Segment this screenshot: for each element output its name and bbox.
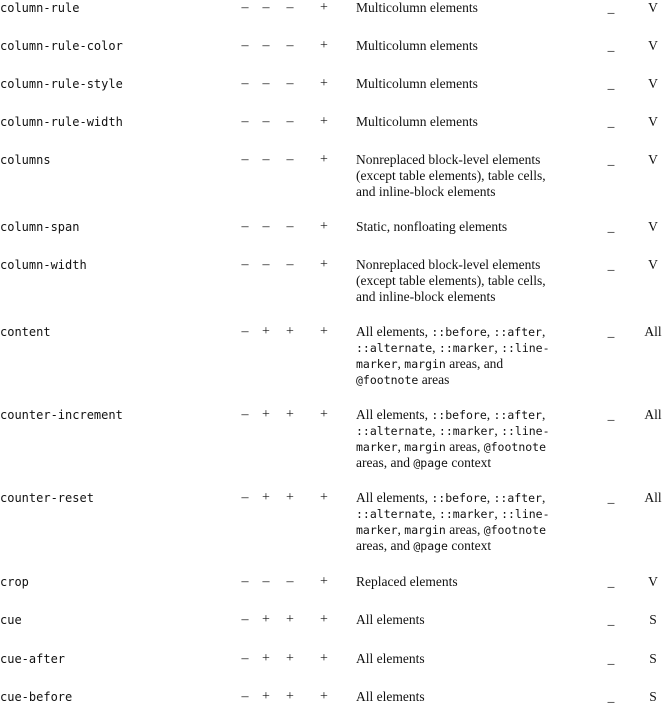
flag-cell: –: [286, 114, 294, 129]
code-fragment: ::line-: [501, 507, 550, 521]
flag-cell: –: [286, 257, 294, 272]
applies-to-cell: [356, 651, 596, 667]
code-fragment: margin: [404, 357, 446, 371]
text-fragment: ,: [541, 407, 546, 422]
flag-cell: +: [262, 612, 270, 627]
text-fragment: ,: [541, 490, 546, 505]
media-group-cell: S: [649, 651, 657, 666]
flag-cell: –: [286, 574, 294, 589]
initial-cell: _: [607, 0, 615, 15]
initial-cell: _: [607, 219, 615, 234]
media-group-cell: S: [649, 689, 657, 704]
text-fragment: All elements,: [356, 324, 432, 339]
text-fragment: Replaced elements: [356, 574, 458, 589]
code-fragment: margin: [404, 523, 446, 537]
text-fragment: areas,: [445, 439, 484, 454]
code-fragment: @footnote: [483, 440, 547, 454]
flag-cell: +: [320, 612, 328, 627]
applies-to-cell: [356, 689, 596, 705]
property-name: content: [0, 325, 51, 339]
media-group-cell: V: [648, 38, 658, 53]
code-fragment: ::after: [493, 325, 542, 339]
flag-cell: –: [286, 38, 294, 53]
flag-cell: +: [320, 76, 328, 91]
text-fragment: Nonreplaced block-level elements: [356, 152, 541, 167]
flag-cell: +: [320, 651, 328, 666]
property-name: cue: [0, 613, 22, 627]
flag-cell: +: [320, 38, 328, 53]
flag-cell: +: [262, 651, 270, 666]
text-fragment: ,: [541, 324, 546, 339]
media-group-cell: All: [644, 490, 662, 505]
property-name: column-width: [0, 258, 87, 272]
property-name: column-span: [0, 220, 80, 234]
flag-cell: –: [262, 219, 270, 234]
text-fragment: ,: [486, 407, 494, 422]
text-fragment: Multicolumn elements: [356, 114, 478, 129]
media-group-cell: V: [648, 0, 658, 15]
text-fragment: areas: [418, 372, 450, 387]
flag-cell: –: [241, 257, 249, 272]
flag-cell: –: [241, 324, 249, 339]
initial-cell: _: [607, 574, 615, 589]
property-name: column-rule: [0, 1, 80, 15]
flag-cell: –: [286, 219, 294, 234]
code-fragment: ::before: [431, 325, 487, 339]
code-fragment: ::before: [431, 408, 487, 422]
property-name: counter-reset: [0, 491, 94, 505]
flag-cell: +: [320, 490, 328, 505]
code-fragment: ::line-: [501, 341, 550, 355]
flag-cell: +: [320, 257, 328, 272]
flag-cell: +: [286, 651, 294, 666]
text-fragment: Static, nonfloating elements: [356, 219, 508, 234]
flag-cell: –: [262, 38, 270, 53]
text-fragment: ,: [397, 356, 405, 371]
flag-cell: +: [320, 407, 328, 422]
flag-cell: +: [286, 324, 294, 339]
text-fragment: (except table elements), table cells,: [356, 168, 546, 183]
text-fragment: context: [447, 455, 492, 470]
code-fragment: ::after: [493, 491, 542, 505]
property-name: columns: [0, 153, 51, 167]
flag-cell: +: [262, 490, 270, 505]
text-fragment: ,: [486, 324, 494, 339]
property-name: column-rule-color: [0, 39, 123, 53]
flag-cell: –: [241, 152, 249, 167]
property-name: cue-after: [0, 652, 66, 666]
applies-to-cell: [356, 407, 596, 471]
initial-cell: _: [607, 689, 615, 704]
flag-cell: +: [262, 689, 270, 704]
text-fragment: ,: [432, 506, 439, 521]
media-group-cell: V: [648, 76, 658, 91]
flag-cell: –: [241, 219, 249, 234]
text-fragment: ,: [432, 423, 439, 438]
text-fragment: ,: [494, 506, 502, 521]
flag-cell: +: [262, 407, 270, 422]
initial-cell: _: [607, 612, 615, 627]
flag-cell: –: [241, 574, 249, 589]
property-name: counter-increment: [0, 408, 123, 422]
code-fragment: @page: [413, 456, 448, 470]
applies-to-cell: [356, 324, 596, 388]
flag-cell: +: [286, 689, 294, 704]
text-fragment: ,: [494, 423, 502, 438]
initial-cell: _: [607, 152, 615, 167]
flag-cell: +: [286, 490, 294, 505]
applies-to-cell: [356, 574, 596, 590]
flag-cell: +: [320, 219, 328, 234]
code-fragment: ::alternate: [356, 424, 433, 438]
flag-cell: –: [262, 114, 270, 129]
text-fragment: and inline-block elements: [356, 184, 496, 199]
text-fragment: areas, and: [445, 356, 504, 371]
initial-cell: _: [607, 76, 615, 91]
text-fragment: All elements,: [356, 407, 432, 422]
text-fragment: ,: [494, 340, 502, 355]
applies-to-cell: [356, 490, 596, 554]
text-fragment: and inline-block elements: [356, 289, 496, 304]
media-group-cell: S: [649, 612, 657, 627]
flag-cell: +: [320, 0, 328, 15]
flag-cell: –: [262, 0, 270, 15]
code-fragment: marker: [356, 357, 398, 371]
initial-cell: _: [607, 114, 615, 129]
code-fragment: marker: [356, 440, 398, 454]
applies-to-cell: [356, 0, 596, 16]
flag-cell: –: [241, 612, 249, 627]
flag-cell: +: [320, 152, 328, 167]
text-fragment: All elements,: [356, 490, 432, 505]
flag-cell: –: [241, 689, 249, 704]
applies-to-cell: [356, 219, 596, 235]
text-fragment: ,: [397, 522, 405, 537]
media-group-cell: V: [648, 574, 658, 589]
flag-cell: +: [320, 574, 328, 589]
flag-cell: +: [320, 689, 328, 704]
flag-cell: –: [262, 76, 270, 91]
text-fragment: ,: [397, 439, 405, 454]
code-fragment: ::marker: [438, 341, 495, 355]
flag-cell: –: [241, 76, 249, 91]
media-group-cell: V: [648, 257, 658, 272]
applies-to-cell: [356, 152, 596, 200]
code-fragment: margin: [404, 440, 446, 454]
text-fragment: areas,: [445, 522, 484, 537]
text-fragment: Multicolumn elements: [356, 0, 478, 15]
text-fragment: areas, and: [356, 455, 414, 470]
text-fragment: Multicolumn elements: [356, 38, 478, 53]
media-group-cell: V: [648, 114, 658, 129]
flag-cell: –: [241, 114, 249, 129]
initial-cell: _: [607, 324, 615, 339]
flag-cell: –: [241, 651, 249, 666]
initial-cell: _: [607, 651, 615, 666]
initial-cell: _: [607, 490, 615, 505]
flag-cell: –: [262, 152, 270, 167]
initial-cell: _: [607, 407, 615, 422]
flag-cell: –: [262, 257, 270, 272]
property-name: column-rule-width: [0, 115, 123, 129]
media-group-cell: All: [644, 324, 662, 339]
flag-cell: +: [286, 407, 294, 422]
text-fragment: (except table elements), table cells,: [356, 273, 546, 288]
code-fragment: @footnote: [483, 523, 547, 537]
code-fragment: ::alternate: [356, 507, 433, 521]
flag-cell: –: [286, 0, 294, 15]
code-fragment: ::marker: [438, 424, 495, 438]
code-fragment: ::alternate: [356, 341, 433, 355]
code-fragment: @footnote: [356, 373, 419, 387]
initial-cell: _: [607, 38, 615, 53]
property-name: column-rule-style: [0, 77, 123, 91]
flag-cell: –: [262, 574, 270, 589]
text-fragment: ,: [486, 490, 494, 505]
applies-to-cell: [356, 612, 596, 628]
applies-to-cell: [356, 257, 596, 305]
flag-cell: +: [262, 324, 270, 339]
flag-cell: –: [241, 407, 249, 422]
media-group-cell: V: [648, 219, 658, 234]
text-fragment: ,: [432, 340, 439, 355]
code-fragment: ::after: [493, 408, 542, 422]
flag-cell: –: [241, 490, 249, 505]
flag-cell: –: [286, 76, 294, 91]
text-fragment: context: [447, 538, 492, 553]
flag-cell: –: [241, 0, 249, 15]
applies-to-cell: [356, 38, 596, 54]
text-fragment: Multicolumn elements: [356, 76, 478, 91]
flag-cell: +: [320, 114, 328, 129]
media-group-cell: All: [644, 407, 662, 422]
media-group-cell: V: [648, 152, 658, 167]
applies-to-cell: [356, 76, 596, 92]
code-fragment: marker: [356, 523, 398, 537]
code-fragment: ::before: [431, 491, 487, 505]
flag-cell: –: [241, 38, 249, 53]
property-name: crop: [0, 575, 29, 589]
text-fragment: All elements: [356, 612, 425, 627]
property-name: cue-before: [0, 690, 73, 704]
text-fragment: Nonreplaced block-level elements: [356, 257, 541, 272]
code-fragment: ::marker: [438, 507, 495, 521]
text-fragment: All elements: [356, 651, 425, 666]
initial-cell: _: [607, 257, 615, 272]
code-fragment: @page: [413, 539, 448, 553]
text-fragment: areas, and: [356, 538, 414, 553]
flag-cell: +: [286, 612, 294, 627]
applies-to-cell: [356, 114, 596, 130]
flag-cell: +: [320, 324, 328, 339]
flag-cell: –: [286, 152, 294, 167]
text-fragment: All elements: [356, 689, 425, 704]
code-fragment: ::line-: [501, 424, 550, 438]
